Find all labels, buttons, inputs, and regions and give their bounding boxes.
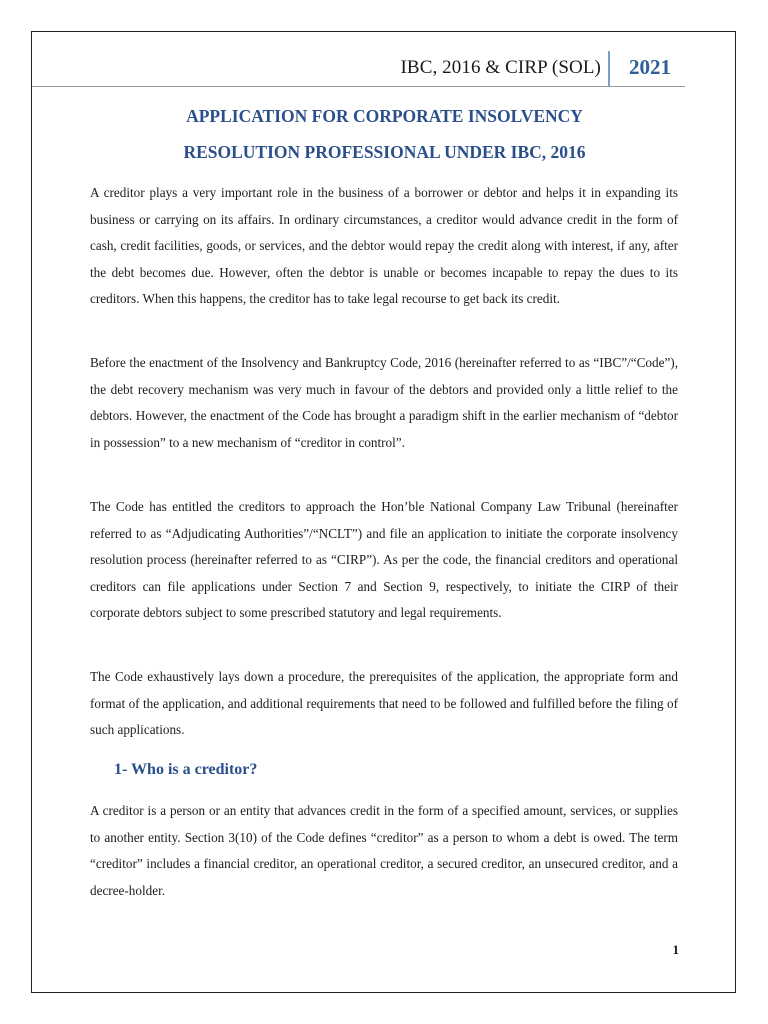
paragraph-2: Before the enactment of the Insolvency and Bankruptcy Code, 2016 (hereinafter referred to as “IBC”/“Code”), the debt recovery mechanism was very much in favour of the debtors and provided only a little relief to the debtors. However, the enactment of the Code has brought a paradigm shift in the earlier mechanism of “debtor in possession” to a new mechanism of “creditor in control”. (90, 355, 678, 450)
page-frame (31, 31, 736, 993)
header-divider (608, 51, 610, 87)
header-year: 2021 (629, 55, 671, 79)
section-heading: 1- Who is a creditor? (114, 761, 258, 778)
paragraph-4: The Code exhaustively lays down a procedure, the prerequisites of the application, the appropriate form and format of the application, and additional requirements that need to be followed and fulfilled before the filing of such applications. (90, 669, 678, 737)
document-title-line-1: APPLICATION FOR CORPORATE INSOLVENCY (186, 106, 583, 126)
paragraph-3: The Code has entitled the creditors to approach the Hon’ble National Company Law Tribunal (hereinafter referred to as “Adjudicating Authorities”/“NCLT”) and file an application to initiate the corporate insolvency resolution process (hereinafter referred to as “CIRP”). As per the code, the financial creditors and operational creditors can file applications under Section 7 and Section 9, respectively, to initiate the CIRP of their corporate debtors subject to some prescribed statutory and legal requirements. (90, 499, 678, 620)
header-rule (32, 86, 685, 87)
paragraph-1: A creditor plays a very important role in the business of a borrower or debtor and helps it in expanding its business or carrying on its affairs. In ordinary circumstances, a creditor would advance credit in the form of cash, credit facilities, goods, or services, and the debtor would repay the credit along with interest, if any, after the debt becomes due. However, often the debtor is unable or becomes incapable to repay the dues to its creditors. When this happens, the creditor has to take legal recourse to get back its credit. (90, 185, 678, 306)
header-title: IBC, 2016 & CIRP (SOL) (400, 57, 601, 78)
document-title-line-2: RESOLUTION PROFESSIONAL UNDER IBC, 2016 (183, 142, 586, 162)
page-header (32, 51, 685, 89)
paragraph-5: A creditor is a person or an entity that advances credit in the form of a specified amount, services, or supplies to another entity. Section 3(10) of the Code defines “creditor” as a person to whom a debt is owed. The term “creditor” includes a financial creditor, an operational creditor, a secured creditor, an unsecured creditor, and a decree-holder. (90, 803, 678, 898)
page-number: 1 (672, 942, 679, 957)
